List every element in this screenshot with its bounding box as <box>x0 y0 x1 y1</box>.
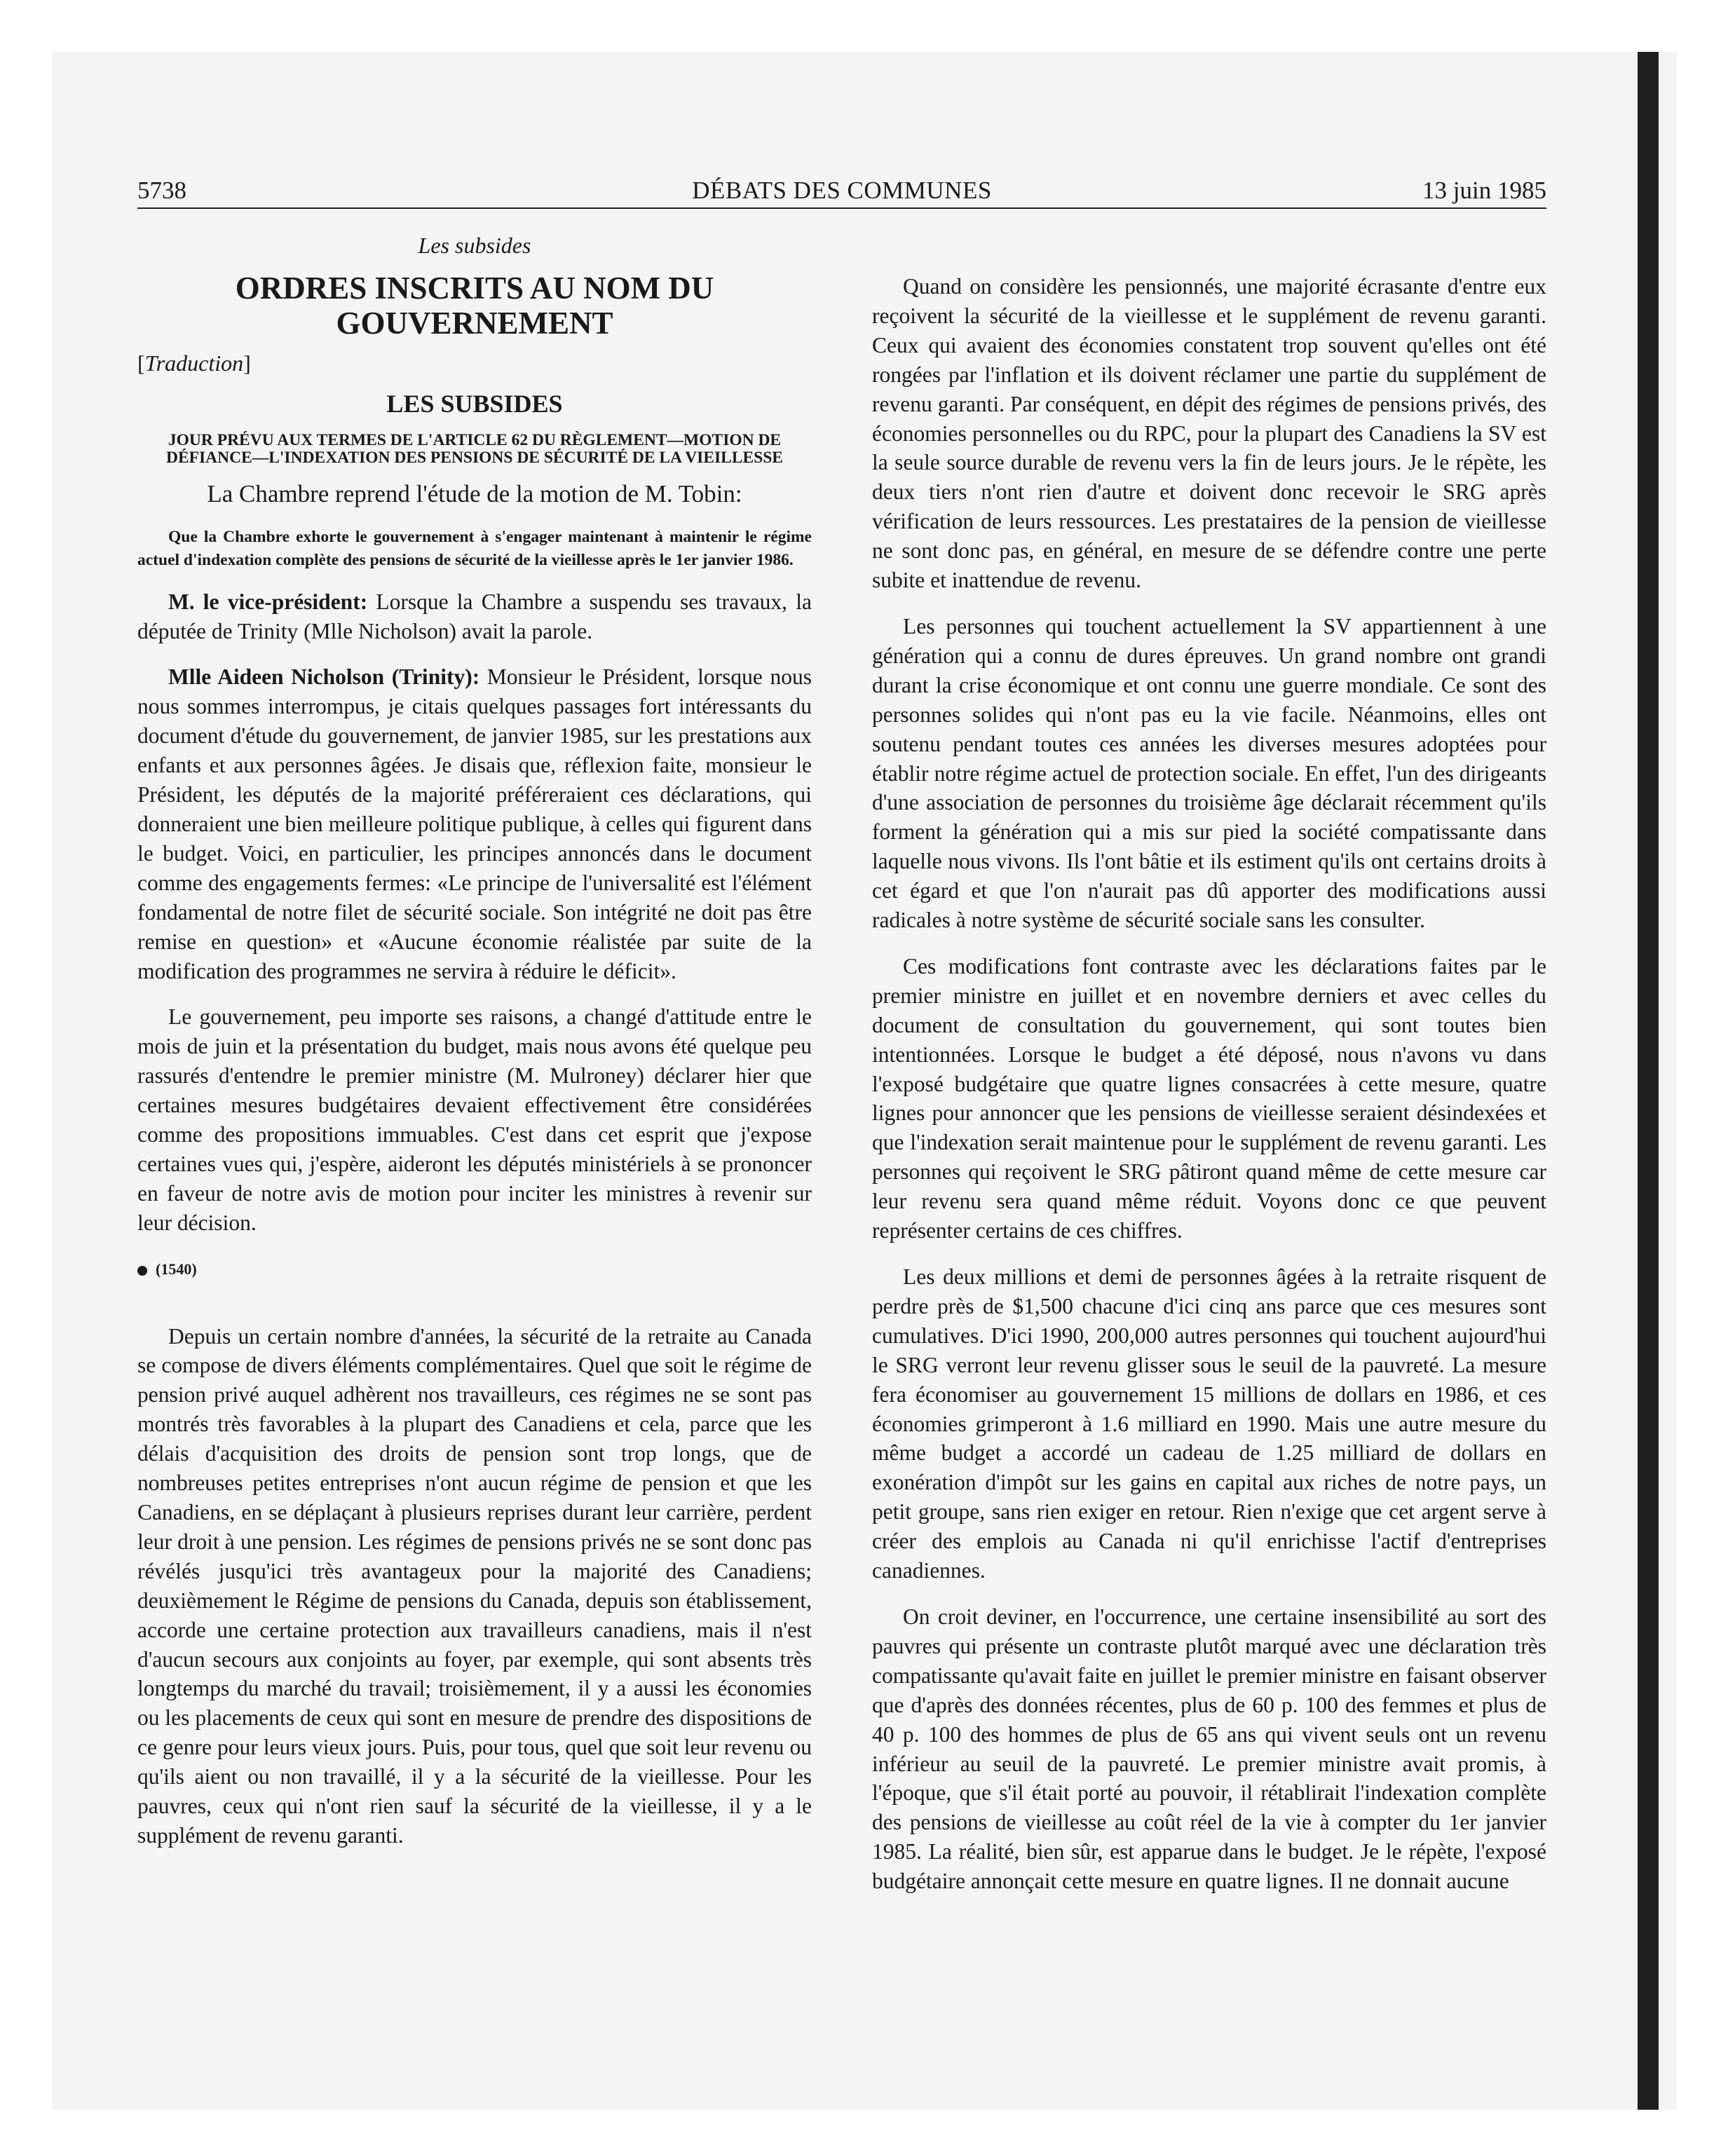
speaker-name: M. le vice-président: <box>168 589 368 614</box>
paragraph: Quand on considère les pensionnés, une majorité écrasante d'entre eux reçoivent la sécurité de la vieillesse et le supplément de revenu garanti. Ceux qui avaient des économies constatent trop souvent qu'elles ont été rongées par l'inflation et ils doivent réclamer une partie du supplément de revenu garanti. Par conséquent, en dépit des régimes de pensions privés, des économies personnelles ou du RPC, pour la plupart des Canadiens la SV est la seule source durable de revenu vers la fin de leurs jours. Je le répète, les deux tiers n'ont rien d'autre et doivent donc recevoir le SRG après vérification de leurs ressources. Les prestataires de la pension de vieillesse ne sont donc pas, en général, en mesure de se défendre contre une perte subite et inattendue de revenu. <box>872 274 1546 593</box>
header-rule <box>137 207 1546 209</box>
paragraph: Les deux millions et demi de personnes âgées à la retraite risquent de perdre près de $1,500 chacune d'ici cinq ans parce que ces mesures sont cumulatives. D'ici 1990, 200,000 autres personnes qui touchent aujourd'hui le SRG verront leur revenu glisser sous le seuil de la pauvreté. La mesure fera économiser au gouvernement 15 millions de dollars en 1986, et ces économies grimperont à 1.6 milliard en 1990. Mais une autre mesure du même budget a accordé un cadeau de 1.25 milliard de dollars en exonération d'impôt sur les gains en capital aux riches de notre pays, un petit groupe, sans rien exiger en retour. Rien n'exige que cet argent serve à créer des emplois au Canada ni qu'il enrichisse l'actif d'entreprises canadiennes. <box>872 1264 1546 1583</box>
paragraph: Les personnes qui touchent actuellement la SV appartiennent à une génération qui a connu de dures épreuves. Un grand nombre ont grandi durant la crise économique et ont connu une guerre mondiale. Ce sont des personnes solides qui n'ont pas eu la vie facile. Néanmoins, elles ont soutenu pendant toutes ces années les diverses mesures adoptées pour établir notre régime actuel de protection sociale. En effet, l'un des dirigeants d'une association de personnes du troisième âge déclarait récemment qu'ils forment la génération qui a mis sur pied la société compatissante dans laquelle nous vivons. Ils l'ont bâtie et ils estiment qu'ils ont certains droits à cet égard et que l'on n'aurait pas dû apporter des modifications aussi radicales à notre système de sécurité sociale sans les consulter. <box>872 613 1546 933</box>
timestamp-text: (1540) <box>156 1260 197 1278</box>
column-left <box>137 231 812 1867</box>
section-label: Les subsides <box>418 233 531 258</box>
scan-edge-bar <box>1638 52 1659 2110</box>
speech-text: Monsieur le Président, lorsque nous nous sommes interrompus, je citais quelques passages fort intéressants du document d'étude du gouvernement, de janvier 1985, sur les prestations aux enfants et aux personnes âgées. Je disais que, réflexion faite, monsieur le Président, les députés de la majorité préféreraient ces déclarations, qui donneraient une bien meilleure politique publique, à celles qui figurent dans le budget. Voici, en particulier, les principes annoncés dans le document comme des engagements fermes: «Le principe de l'universalité est l'élément fondamental de notre filet de sécurité sociale. Son intégrité ne doit pas être remise en question» et «Aucune économie réalistée par suite de la modification des programmes ne servira à réduire le déficit». <box>137 664 812 983</box>
bullet-icon <box>137 1266 147 1276</box>
speech-text: Lorsque la Chambre a suspendu ses travaux, la députée de Trinity (Mlle Nicholson) avait la parole. <box>137 589 812 643</box>
section-title: ORDRES INSCRITS AU NOM DU GOUVERNEMENT <box>235 270 714 341</box>
speech-nicholson <box>137 662 812 985</box>
paragraph: Le gouvernement, peu importe ses raisons, a changé d'attitude entre le mois de juin et la présentation du budget, mais nous avons été quelque peu rassurés d'entendre le premier ministre (M. Mulroney) déclarer hier que certaines mesures budgétaires devaient effectivement être considérées comme des propositions immuables. C'est dans cet esprit que j'expose certaines vues qui, j'espère, aideront les députés ministériels à se prononcer en faveur de notre avis de motion pour inciter les ministres à revenir sur leur décision. <box>137 1004 812 1235</box>
speaker-name: Mlle Aideen Nicholson (Trinity): <box>168 664 480 690</box>
paragraph: Depuis un certain nombre d'années, la sécurité de la retraite au Canada se compose de divers éléments complémentaires. Quel que soit le régime de pension privé auquel adhèrent nos travailleurs, ces régimes ne se sont pas montrés très favorables à la plupart des Canadiens et cela, parce que les délais d'acquisition des droits de pension sont trop longs, que de nombreuses petites entreprises n'ont aucun régime de pension et que les Canadiens, en se déplaçant à plusieurs reprises durant leur carrière, perdent leur droit à une pension. Les régimes de pensions privés ne se sont donc pas révélés jusqu'ici très avantageux pour la majorité des Canadiens; deuxièmement le Régime de pensions du Canada, depuis son établissement, accorde une certaine protection aux travailleurs canadiens, mais il n'est d'aucun secours aux conjoints au foyer, par exemple, qui sont absents très longtemps du marché du travail; troisièmement, il y a aussi les économies ou les placements de ceux qui sont en mesure de prendre des dispositions de ce genre pour leurs vieux jours. Puis, pour tous, quel que soit leur revenu ou qu'ils aient ou non travaillé, il y a la sécurité de la vieillesse. Pour les pauvres, ceux qui n'ont rien sauf la sécurité de la vieillesse, il y a le supplément de revenu garanti. <box>137 1323 812 1848</box>
paragraph: Ces modifications font contraste avec les déclarations faites par le premier ministre en juillet et en novembre derniers et avec celles du document de consultation du gouvernement, qui sont toutes bien intentionnées. Lorsque le budget a été déposé, nous n'avons vu dans l'exposé budgétaire que quatre lignes consacrées à cette mesure, quatre lignes pour annoncer que les pensions de vieillesse seraient désindexées et que l'indexation serait maintenue pour le supplément de revenu garanti. Les personnes qui reçoivent le SRG pâtiront quand même de cette mesure car leur revenu sera quand même réduit. Voyons donc ce que peuvent représenter certains de ces chiffres. <box>872 953 1546 1243</box>
page-header <box>137 177 1546 207</box>
motion-heading: JOUR PRÉVU AUX TERMES DE L'ARTICLE 62 DU RÈGLEMENT—MOTION DE DÉFIANCE—L'INDEXATION DES PENSIONS DE SÉCURITÉ DE LA VIEILLESSE <box>166 430 783 467</box>
subsection-title: LES SUBSIDES <box>386 389 563 418</box>
translation-note: [Traduction] <box>137 350 251 376</box>
speech-vice-president <box>137 587 812 646</box>
lead-in: La Chambre reprend l'étude de la motion de M. Tobin: <box>207 479 742 507</box>
publication-title: DÉBATS DES COMMUNES <box>692 177 992 204</box>
translation-note-text: Traduction <box>144 350 244 376</box>
page-date: 13 juin 1985 <box>1422 177 1546 204</box>
paragraph: On croit deviner, en l'occurrence, une certaine insensibilité au sort des pauvres qui présente un contraste plutôt marqué avec une déclaration très compatissante qu'avait faite en juillet le premier ministre en faisant observer que d'après des données récentes, plus de 60 p. 100 des femmes et plus de 40 p. 100 des hommes de plus de 65 ans qui vivent seuls ont un revenu inférieur au seuil de la pauvreté. Le premier ministre avait promis, à l'époque, que s'il était porté au pouvoir, il rétablirait l'indexation complète des pensions de vieillesse au coût réel de la vie à compter du 1er janvier 1985. La réalité, bien sûr, est apparue dans le budget. Je le répète, l'exposé budgétaire annonçait cette mesure en quatre lignes. Il ne donnait aucune <box>872 1604 1546 1894</box>
column-right <box>872 272 1546 1913</box>
timestamp <box>137 1255 812 1284</box>
motion-text: Que la Chambre exhorte le gouvernement à s'engager maintenant à maintenir le régime actuel d'indexation complète des pensions de sécurité de la vieillesse après le 1er janvier 1986. <box>137 527 812 569</box>
page-number: 5738 <box>137 177 186 204</box>
